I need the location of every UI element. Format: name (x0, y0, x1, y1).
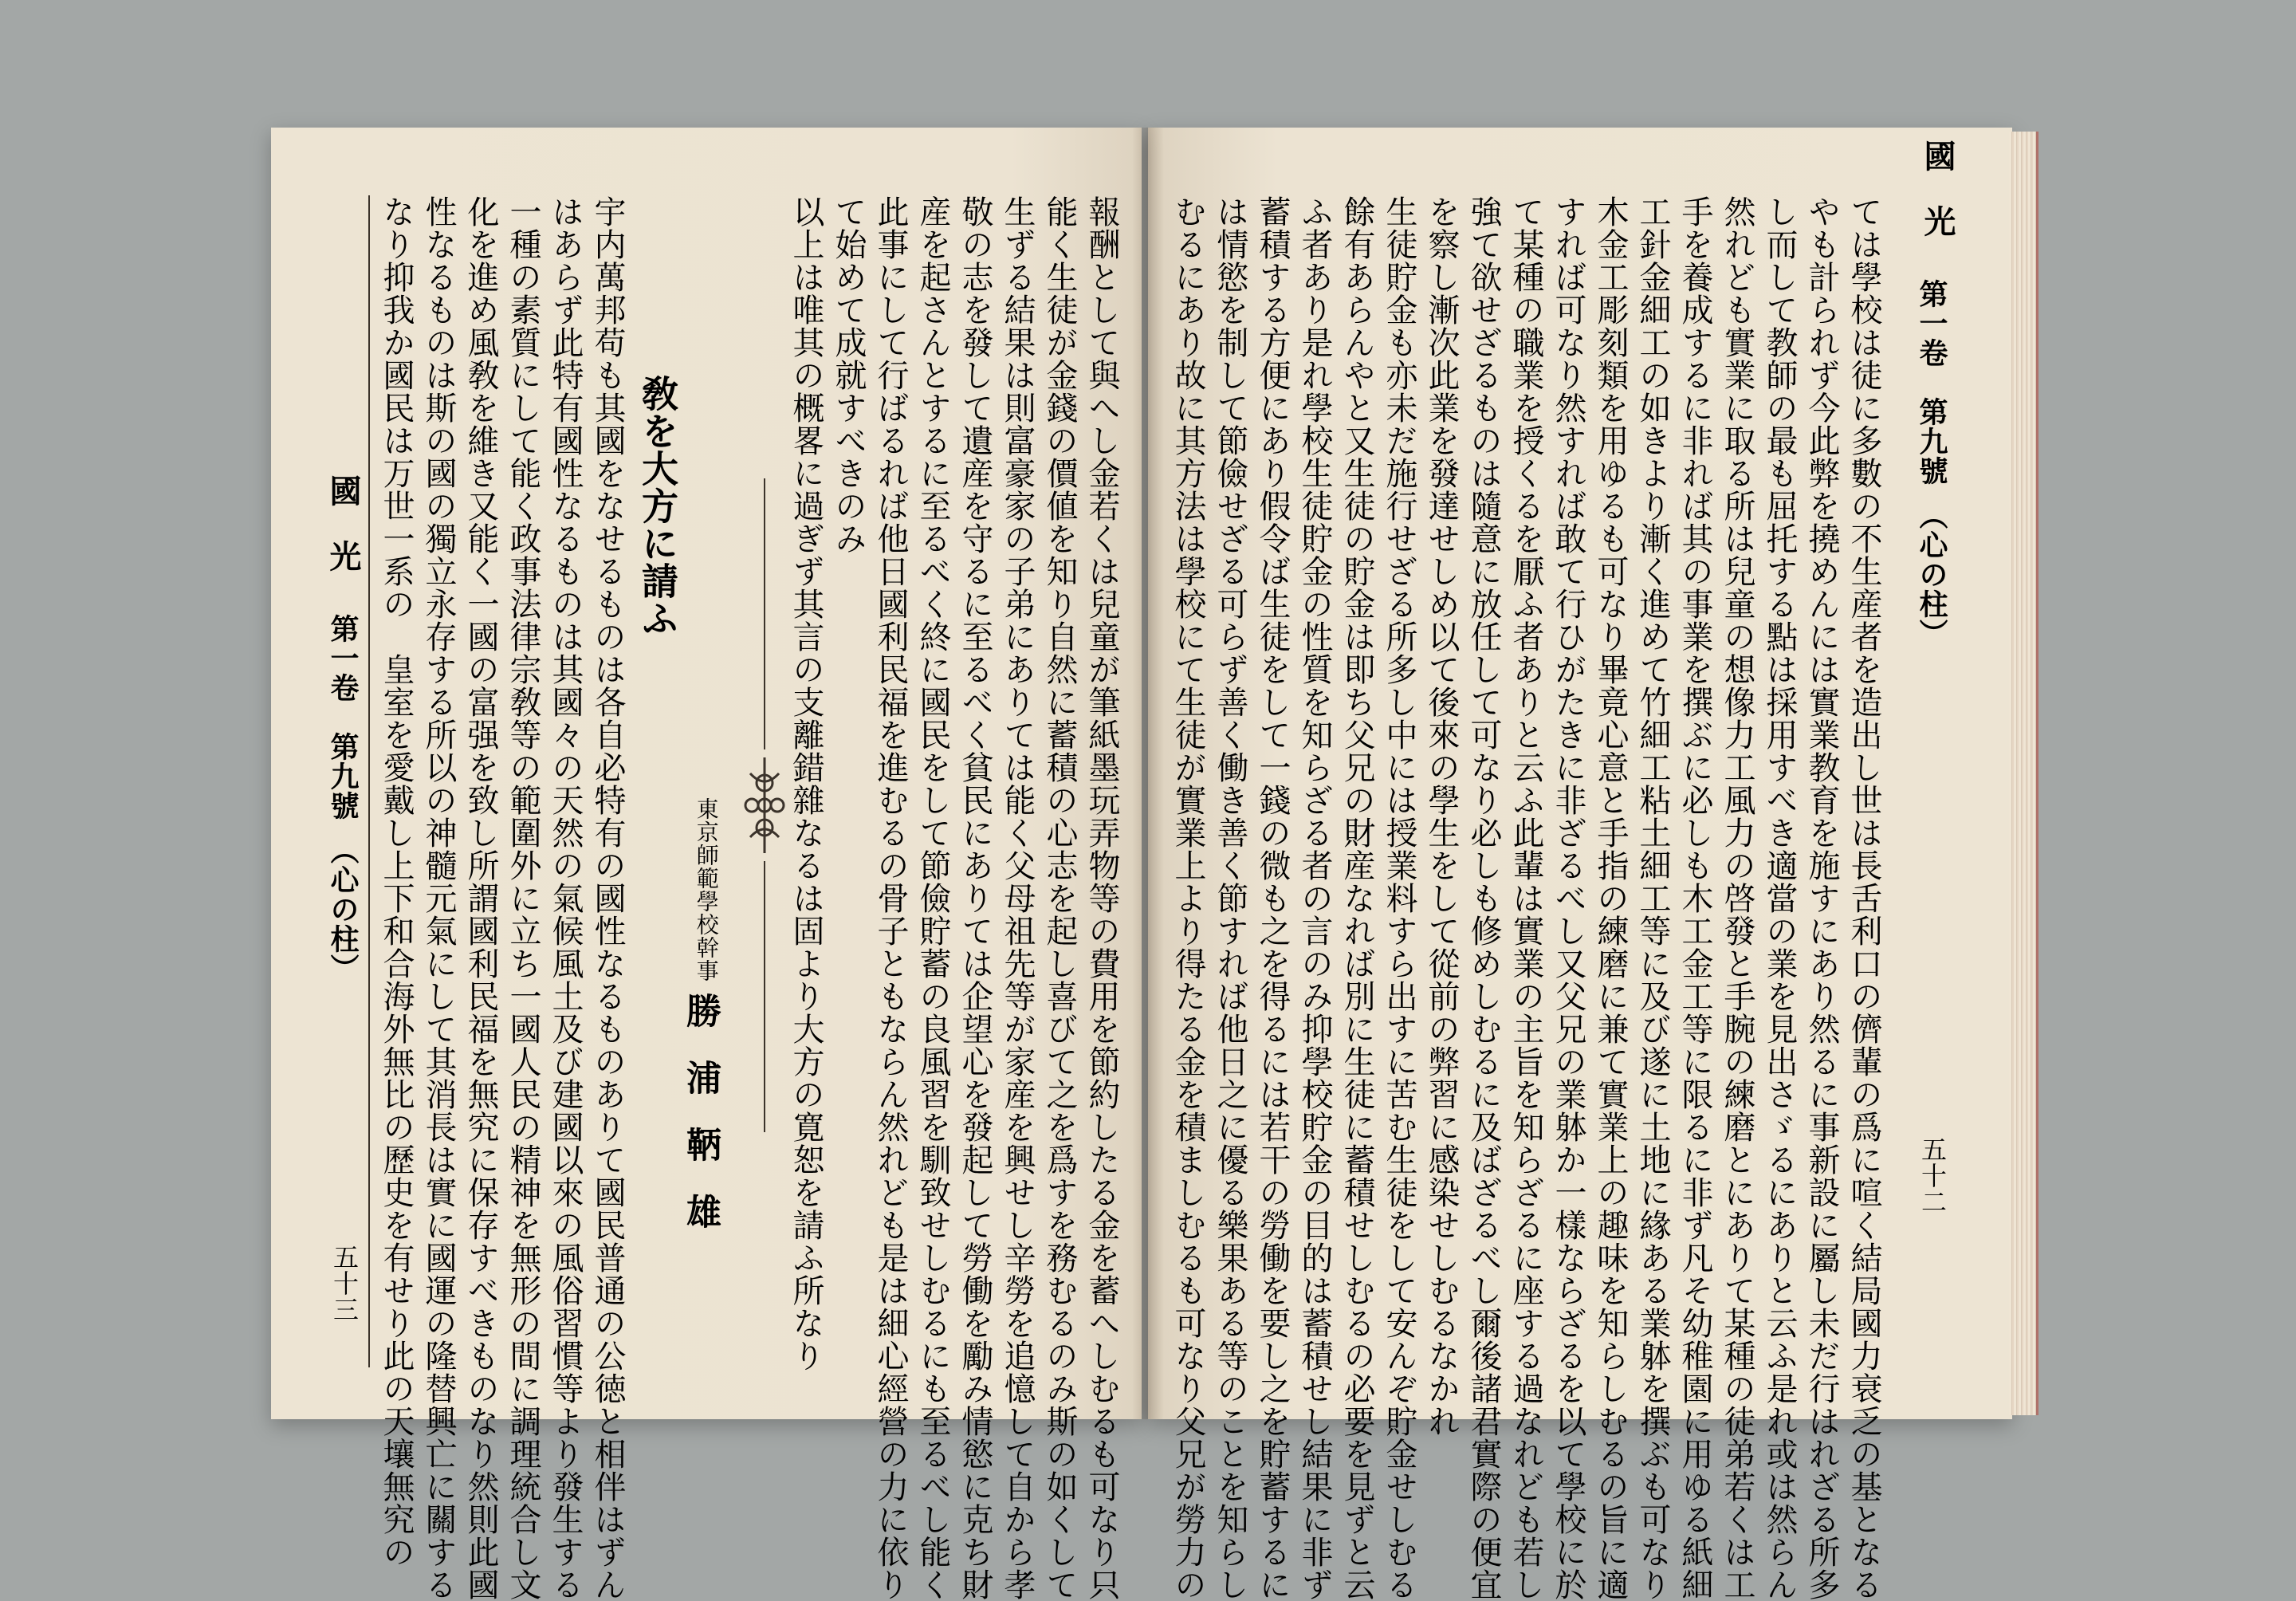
right-column-9: て某種の職業を授くるを厭ふ者ありと云ふ此輩は實業の主旨を知らざるに座する過なれども若し (1508, 195, 1544, 1601)
book-gutter (1132, 128, 1164, 1419)
left-header-rule (368, 195, 370, 1367)
right-column-2: やも計られず今此弊を撓めんには實業教育を施すにあり然るに事新設に屬し未だ行はれざる所多 (1803, 195, 1840, 1601)
right-column-3: し而して教師の最も屈托する點は採用すべき適當の業を見出さゞるにありと云ふ是れ或は然らん (1761, 195, 1798, 1601)
article-column-5: 性なるものは斯の國の獨立永存する所以の神髓元氣にして其消長は實に國運の隆替興亡に關する (420, 195, 457, 1601)
author-name: 勝浦鞆雄 (680, 993, 721, 1261)
flower-ornament-icon (742, 749, 787, 861)
right-column-11: を察し漸次此業を發達せしめ以て後來の學生をして從前の弊習に感染せしむるなかれ (1423, 195, 1460, 1438)
left-column-1: 報酬として與へし金若くは兒童が筆紙墨玩弄物等の費用を節約したる金を蓄へしむるも可なり只 (1083, 195, 1120, 1601)
left-column-4: 敬の志を發して遺産を守るに至るべく貧民にありては企望心を發起して勞働を勵み情慾に克ち財 (957, 195, 993, 1601)
left-column-6: 此事にして行ばるれば他日國利民福を進むるの骨子ともならん然れども是は細心經營の力に依り (872, 195, 909, 1601)
right-header-issue: 第一卷 第九號 （心の柱） (1915, 279, 1948, 648)
right-column-16: は情慾を制して節儉せざる可らず善く働き善く節すれば他日之に優る樂果ある等のことを知らし (1212, 195, 1248, 1601)
article-column-4: 化を進め風敎を維き又能く一國の富强を致し所謂國利民福を無究に保存すべきものなり然則此國 (462, 195, 499, 1601)
page-edges (2009, 132, 2038, 1415)
left-column-5: 産を起さんとするに至るべく終に國民をして節儉貯蓄の良風習を馴致せしむるにも至るべし能く (914, 195, 951, 1601)
left-header-title: 國 光 (324, 474, 362, 572)
ornament-rule-bottom (764, 861, 765, 1132)
right-header-title: 國 光 (1919, 140, 1956, 238)
article-heading: 敎を大方に請ふ (636, 375, 679, 637)
right-column-13: 餘有あらんやと又生徒の貯金は即ち父兄の財産なれば別に生徒に蓄積せしむるの必要を見ずと云 (1339, 195, 1375, 1601)
article-column-6: なり抑我か國民は万世一系の 皇室を愛戴し上下和合海外無比の歷史を有せり此の天壤無究の (378, 195, 415, 1568)
article-column-3: 一種の素質にして能く政事法律宗敎等の範圍外に立ち一國人民の精神を無形の間に調理統合し文 (505, 195, 541, 1601)
right-page-number: 五十二 (1917, 1136, 1948, 1215)
right-column-4: 然れども實業に取る所は兒童の想像力工風力の啓發と手腕の練磨とにありて某種の徒弟若くは工 (1719, 195, 1755, 1601)
author-affiliation: 東京師範學校幹事 (693, 797, 720, 982)
left-header-issue: 第一卷 第九號 （心の柱） (326, 614, 360, 983)
article-column-2: はあらず此特有國性なるものは其國々の天然の氣候風土及び建國以來の風俗習慣等より發生する (547, 195, 584, 1601)
right-column-15: 蓄積する方便にあり假令ば生徒をして一錢の微も之を得るには若干の勞働を要し之を貯蓄するに (1254, 195, 1291, 1601)
left-column-2: 能く生徒が金錢の價値を知り自然に蓄積の心志を起し喜びて之を爲すを務むるのみ斯の如くして (1041, 195, 1078, 1601)
left-column-7: て始めて成就すべきのみ (830, 195, 867, 555)
right-column-12: 生徒貯金も亦未だ施行せざる所多し中には授業料すら出すに苦む生徒をして安んぞ貯金せしむる (1381, 195, 1417, 1601)
ornament-rule-top (764, 478, 765, 749)
right-column-6: 工針金細工の如きより漸く進めて竹細工粘土細工等に及び遂に土地に緣ある業躰を撰ぶも可なり (1634, 195, 1671, 1601)
left-column-8: 以上は唯其の概畧に過ぎず其言の支離錯雜なるは固より大方の寛恕を請ふ所なり (788, 195, 824, 1372)
right-column-17: むるにあり故に其方法は學校にて生徒が實業上より得たる金を積ましむるも可なり父兄が勞力の (1170, 195, 1206, 1601)
right-column-10: 強て欲せざるものは隨意に放任して可なり必しも修めしむるに及ばざるべし爾後諸君實際の便宜 (1465, 195, 1502, 1601)
right-column-5: 手を養成するに非れば其の事業を撰ぶに必しも木工金工等に限るに非ず凡そ幼稚園に用ゆる紙細 (1677, 195, 1713, 1601)
article-column-1: 宇内萬邦苟も其國をなせるものは各自必特有の國性なるものありて國民普通の公徳と相伴はずん (589, 195, 626, 1601)
right-column-8: すれば可なり然すれば敢て行ひがたきに非ざるべし又父兄の業躰か一樣ならざるを以て學校に於 (1550, 195, 1586, 1601)
right-column-1: ては學校は徒に多數の不生産者を造出し世は長舌利口の儕輩の爲に喧く結局國力衰乏の基となる (1846, 195, 1882, 1601)
left-page-number: 五十三 (329, 1244, 360, 1323)
left-column-3: 生ずる結果は則富豪家の子弟にありては能く父母祖先等が家産を興せし辛勞を追憶して自から孝 (999, 195, 1036, 1601)
right-column-14: ふ者あり是れ學校生徒貯金の性質を知らざる者の言のみ抑學校貯金の目的は蓄積せし結果に非ず (1296, 195, 1333, 1601)
right-column-7: 木金工彫刻類を用ゆるも可なり畢竟心意と手指の練磨に兼て實業上の趣味を知らしむるの旨に適 (1592, 195, 1629, 1601)
